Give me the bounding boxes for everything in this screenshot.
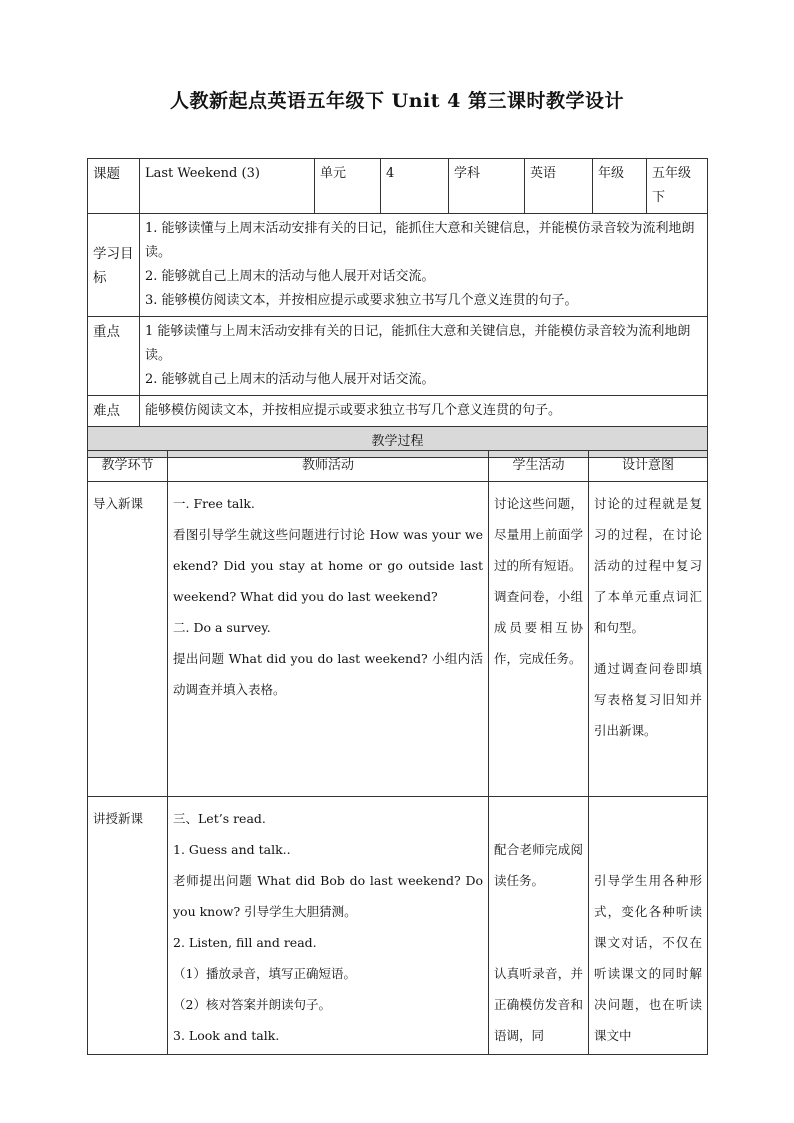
teacher-line: 3. Look and talk. — [173, 1028, 280, 1043]
key-points-list — [140, 317, 708, 396]
unit-label: 单元 — [315, 159, 381, 214]
teacher-line: 提出问题 What did you do last weekend? 小组内活动调查并填入表格。 — [173, 651, 483, 697]
student-line: 认真听录音，并正确模仿发音和语调，同 — [494, 966, 583, 1043]
subject-label: 学科 — [449, 159, 525, 214]
intent-line: 讨论的过程就是复习的过程，在讨论活动的过程中复习了本单元重点词汇和句型。 — [594, 496, 702, 635]
teacher-line: （1）播放录音，填写正确短语。 — [173, 966, 356, 981]
key-point-item: 2. 能够就自己上周末的活动与他人展开对话交流。 — [145, 372, 435, 387]
key-points-label: 重点 — [88, 317, 140, 396]
grade-label: 年级 — [593, 159, 647, 214]
column-header-teacher: 教师活动 — [168, 451, 489, 482]
difficulty-text: 能够模仿阅读文本，并按相应提示或要求独立书写几个意义连贯的句子。 — [140, 396, 708, 427]
teacher-activity-cell — [168, 482, 489, 797]
column-header-student: 学生活动 — [489, 451, 589, 482]
teacher-activity-cell — [168, 797, 489, 1055]
goal-item: 2. 能够就自己上周末的活动与他人展开对话交流。 — [145, 269, 435, 284]
teacher-line: 老师提出问题 What did Bob do last weekend? Do you know? 引导学生大胆猜测。 — [173, 873, 483, 919]
goal-item: 1. 能够读懂与上周末活动安排有关的日记，能抓住大意和关键信息，并能模仿录音较为流利地朗读。 — [145, 221, 695, 260]
topic-value: Last Weekend (3) — [140, 159, 315, 214]
student-line: 调查问卷，小组成员要相互协作，完成任务。 — [494, 589, 583, 666]
design-intent-cell — [589, 482, 708, 797]
table-row — [88, 482, 708, 797]
teacher-line: 2. Listen, fill and read. — [173, 935, 317, 950]
goal-item: 3. 能够模仿阅读文本，并按相应提示或要求独立书写几个意义连贯的句子。 — [145, 293, 578, 308]
teacher-line: 看图引导学生就这些问题进行讨论 How was your weekend? Did you stay at home or go outside last weekend? What did you do last weekend? — [173, 527, 483, 604]
column-header-intent: 设计意图 — [589, 451, 708, 482]
column-header-stage: 教学环节 — [88, 451, 168, 482]
teacher-line: 1. Guess and talk.. — [173, 842, 291, 857]
goals-list — [140, 214, 708, 317]
process-table — [87, 450, 708, 1055]
goals-label: 学习目标 — [88, 214, 140, 317]
document-title: 人教新起点英语五年级下 Unit 4 第三课时教学设计 — [170, 90, 624, 112]
student-line: 配合老师完成阅读任务。 — [494, 842, 583, 888]
key-point-item: 1 能够读懂与上周末活动安排有关的日记，能抓住大意和关键信息，并能模仿录音较为流利地朗读。 — [145, 324, 691, 363]
grade-value: 五年级下 — [647, 159, 708, 214]
teacher-line: 二. Do a survey. — [173, 620, 271, 635]
student-activity-cell — [489, 482, 589, 797]
intent-line: 通过调查问卷即填写表格复习旧知并引出新课。 — [594, 661, 702, 738]
stage-cell: 讲授新课 — [88, 797, 168, 1055]
topic-label: 课题 — [88, 159, 140, 214]
unit-value: 4 — [381, 159, 449, 214]
design-intent-cell — [589, 797, 708, 1055]
teacher-line: （2）核对答案并朗读句子。 — [173, 997, 331, 1012]
subject-value: 英语 — [525, 159, 593, 214]
difficulty-label: 难点 — [88, 396, 140, 427]
process-header: 教学过程 — [88, 427, 708, 458]
lesson-plan-table — [87, 158, 708, 458]
intent-line: 引导学生用各种形式，变化各种听读课文对话，不仅在听读课文的同时解决问题，也在听读课文中 — [594, 873, 702, 1043]
student-line: 讨论这些问题，尽量用上前面学过的所有短语。 — [494, 496, 583, 573]
teacher-line: 三、Let’s read. — [173, 811, 266, 826]
student-activity-cell — [489, 797, 589, 1055]
teacher-line: 一. Free talk. — [173, 496, 255, 511]
table-row — [88, 797, 708, 1055]
stage-cell: 导入新课 — [88, 482, 168, 797]
